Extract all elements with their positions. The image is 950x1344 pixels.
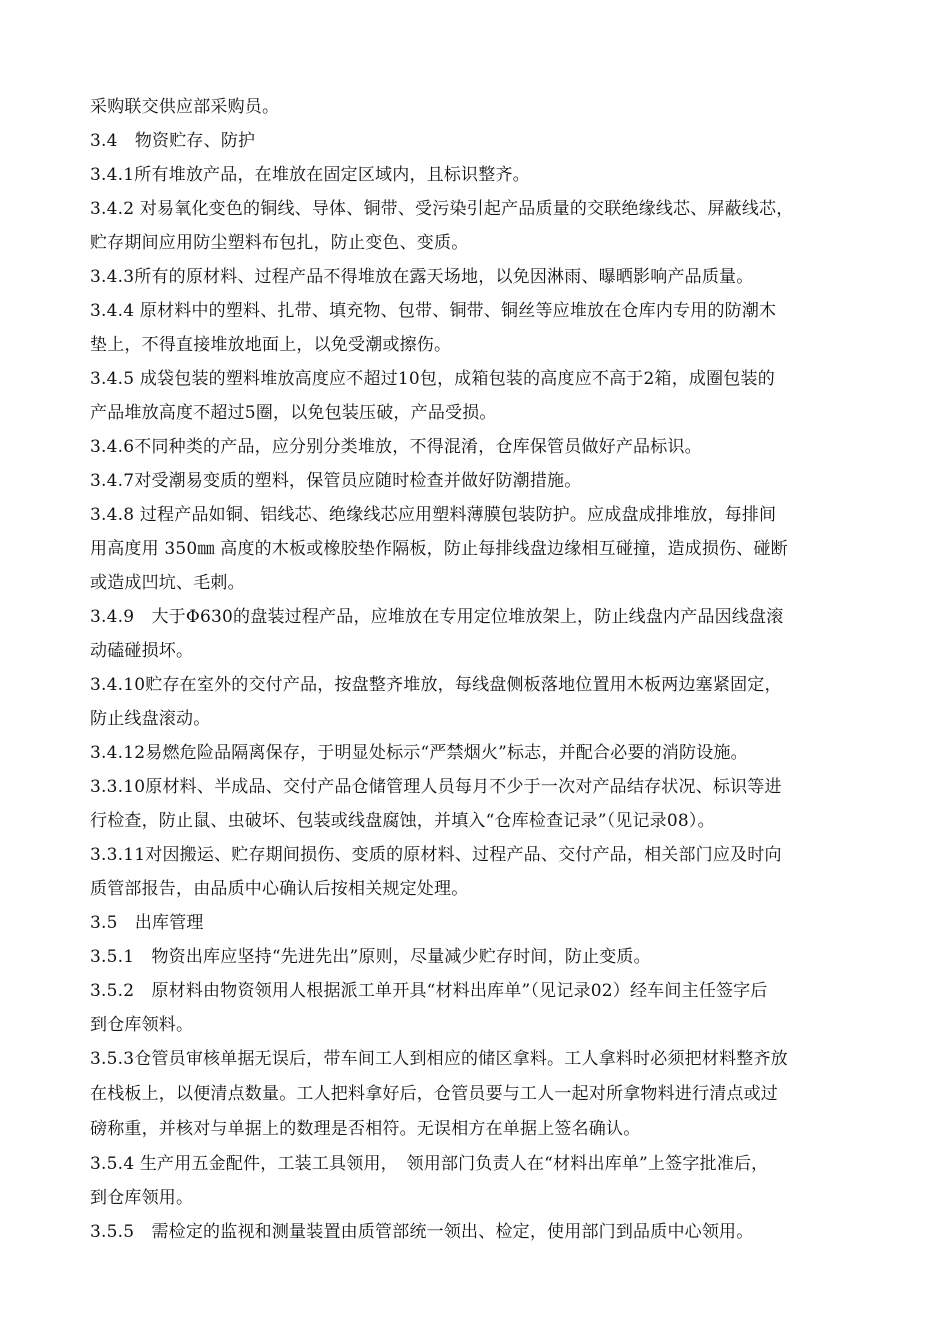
text-line: 3.5.4 生产用五金配件，工装工具领用， 领用部门负责人在“材料出库单”上签字批准后， (90, 1154, 769, 1174)
text-line: 3.4.8 过程产品如铜、铝线芯、绝缘线芯应用塑料薄膜包装防护。应成盘成排堆放，每排间 (90, 505, 777, 525)
text-line: 行检查，防止鼠、虫破坏、包装或线盘腐蚀，并填入“仓库检查记录”（见记录08）。 (90, 811, 715, 831)
text-line: 3.4.10贮存在室外的交付产品，按盘整齐堆放，每线盘侧板落地位置用木板两边塞紧固定， (90, 675, 782, 695)
text-line: 垫上，不得直接堆放地面上，以免受潮或擦伤。 (90, 335, 452, 355)
text-line: 质管部报告，由品质中心确认后按相关规定处理。 (90, 879, 469, 899)
text-line: 产品堆放高度不超过5圈，以免包装压破，产品受损。 (90, 403, 497, 423)
text-line: 3.4.3所有的原材料、过程产品不得堆放在露天场地，以免因淋雨、曝晒影响产品质量。 (90, 267, 754, 287)
text-line: 3.5.3仓管员审核单据无误后，带车间工人到相应的储区拿料。工人拿料时必须把材料整齐放 (90, 1049, 788, 1069)
paragraph-3-5-3 (90, 1042, 864, 1147)
text-line: 3.4.4 原材料中的塑料、扎带、填充物、包带、铜带、铜丝等应堆放在仓库内专用的防潮木 (90, 301, 777, 321)
text-line: 3.5.1 物资出库应坚持“先进先出”原则，尽量减少贮存时间，防止变质。 (90, 947, 651, 967)
text-line: 动磕碰损坏。 (90, 641, 194, 661)
text-line: 防止线盘滚动。 (90, 709, 211, 729)
section-heading: 3.5 出库管理 (90, 913, 204, 933)
text-line: 贮存期间应用防尘塑料布包扎，防止变色、变质。 (90, 233, 469, 253)
text-line: 3.4.5 成袋包装的塑料堆放高度应不超过10包，成箱包装的高度应不高于2箱，成圈包装的 (90, 369, 775, 389)
text-line: 3.4.6不同种类的产品，应分别分类堆放，不得混淆，仓库保管员做好产品标识。 (90, 437, 702, 457)
text-line: 3.4.7对受潮易变质的塑料，保管员应随时检查并做好防潮措施。 (90, 471, 582, 491)
text-line: 3.4.12易燃危险品隔离保存，于明显处标示“严禁烟火”标志，并配合必要的消防设施。 (90, 743, 748, 763)
text-line: 3.5.5 需检定的监视和测量装置由质管部统一领出、检定，使用部门到品质中心领用。 (90, 1222, 754, 1242)
text-line: 3.4.2 对易氧化变色的铜线、导体、铜带、受污染引起产品质量的交联绝缘线芯、屏蔽线芯， (90, 199, 794, 219)
section-heading: 3.4 物资贮存、防护 (90, 131, 256, 151)
text-line: 3.3.11对因搬运、贮存期间损伤、变质的原材料、过程产品、交付产品，相关部门应及时向 (90, 845, 782, 865)
text-line: 3.4.9 大于Φ630的盘装过程产品，应堆放在专用定位堆放架上，防止线盘内产品因线盘滚 (90, 607, 784, 627)
text-line: 或造成凹坑、毛刺。 (90, 573, 245, 593)
text-line: 到仓库领用。 (90, 1188, 194, 1208)
text-line: 用高度用 350㎜ 高度的木板或橡胶垫作隔板，防止每排线盘边缘相互碰撞，造成损伤、碰断 (90, 539, 788, 559)
text-line: 在栈板上，以便清点数量。工人把料拿好后，仓管员要与工人一起对所拿物料进行清点或过 (90, 1084, 778, 1104)
text-line: 3.4.1所有堆放产品，在堆放在固定区域内，且标识整齐。 (90, 165, 530, 185)
text-line: 3.5.2 原材料由物资领用人根据派工单开具“材料出库单”（见记录02）经车间主任签字后 (90, 981, 768, 1001)
text-line: 磅称重，并核对与单据上的数理是否相符。无误相方在单据上签名确认。 (90, 1119, 641, 1139)
text-line: 3.3.10原材料、半成品、交付产品仓储管理人员每月不少于一次对产品结存状况、标识等进 (90, 777, 782, 797)
text-line: 采购联交供应部采购员。 (90, 97, 280, 117)
text-line: 到仓库领料。 (90, 1015, 194, 1035)
